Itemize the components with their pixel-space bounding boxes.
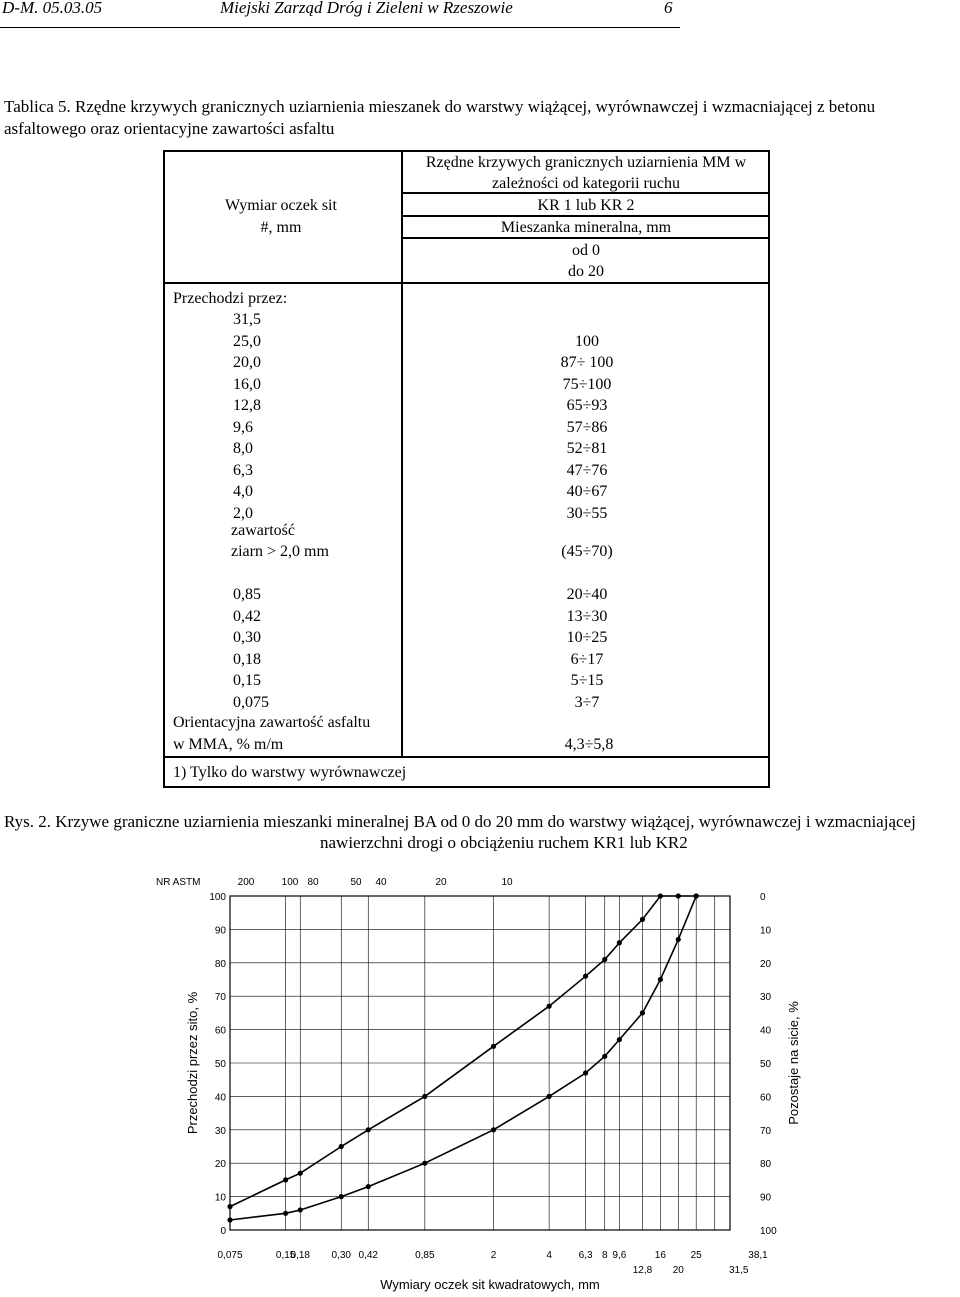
data-point-upper [227,1204,232,1209]
asphalt-label-line1: Orientacyjna zawartość asfaltu [173,714,371,731]
y-left-tick-label: 70 [214,992,226,1004]
data-point-lower [602,1054,607,1059]
content-value: (45÷70) [561,543,613,560]
sieve-size: 25,0 [233,332,261,350]
y-right-tick-label: 100 [760,1226,777,1237]
data-point-lower [640,1010,645,1015]
y-left-tick-label: 20 [214,1159,226,1171]
astm-tick-label: 100 [281,877,299,888]
data-point-lower [339,1194,344,1199]
y-left-tick-label: 40 [214,1092,226,1104]
header-page-number: 6 [664,0,673,17]
y-left-tick-label: 100 [209,892,226,903]
y-left-tick-label: 50 [214,1059,226,1070]
x-tick-label: 20 [672,1265,684,1276]
grading-value: 3÷7 [574,693,600,711]
y-left-tick-label: 0 [220,1226,226,1237]
sieve-size: 0,85 [233,586,261,603]
col1-header-line1: Wymiar oczek sit [225,197,337,214]
asphalt-label-line2: w MMA, % m/m [173,736,284,753]
data-point-upper [422,1094,427,1099]
y-right-tick-label: 90 [760,1192,772,1204]
table-footnote: 1) Tylko do warstwy wyrównawczej [173,764,407,781]
figure-caption-line2: nawierzchni drogi o obciążeniu ruchem KR1 lub KR2 [320,833,688,852]
y-right-tick-label: 50 [760,1059,772,1070]
y-right-tick-label: 10 [760,925,772,937]
x-tick-label: 9,6 [612,1250,627,1261]
data-point-upper [339,1144,344,1149]
data-point-upper [676,893,681,898]
chart-series [227,893,698,1222]
data-point-upper [694,893,699,898]
data-point-upper [658,893,663,898]
grading-value: 20÷40 [566,586,608,603]
data-point-lower [676,937,681,942]
y-left-tick-label: 60 [214,1025,226,1037]
sieve-size: 8,0 [233,440,253,457]
data-point-upper [583,974,588,979]
table-rule [401,215,770,217]
table-rule [165,282,770,284]
content-label-line1: zawartość [231,522,295,539]
grading-value: 10÷25 [566,629,608,646]
x-tick-label: 38,1 [748,1250,768,1261]
header-rule [0,27,680,28]
table-caption-line2: asfaltowego oraz orientacyjne zawartości asfaltu [4,119,335,138]
data-point-upper [366,1127,371,1132]
sieve-size: 0,18 [233,650,261,668]
sieve-size: 31,5 [233,311,261,328]
x-tick-label: 0,18 [290,1250,310,1261]
sieve-size: 0,075 [233,693,269,711]
x-axis-title: Wymiary oczek sit kwadratowych, mm [380,1277,600,1292]
sieve-size: 4,0 [233,483,253,500]
table-caption-line1: Tablica 5. Rzędne krzywych granicznych uziarnienia mieszanek do warstwy wiążącej, wyrównawczej i wzmacniającej z betonu [4,97,876,116]
astm-tick-label: 200 [237,877,255,888]
y-left-tick-label: 80 [214,958,226,970]
data-point-lower [227,1217,232,1222]
data-point-lower [422,1161,427,1166]
x-tick-label: 4 [546,1250,552,1261]
astm-tick-label: 20 [435,877,447,888]
y-axis-left-title: Przechodzi przez sito, % [185,991,200,1135]
data-point-lower [491,1127,496,1132]
sieve-size: 9,6 [233,418,253,436]
x-tick-label: 16 [654,1250,666,1261]
header-left: D-M. 05.03.05 [2,0,103,17]
data-point-upper [640,917,645,922]
data-point-lower [583,1070,588,1075]
table-col-divider [401,152,403,758]
data-point-lower [366,1184,371,1189]
x-tick-label: 6,3 [578,1250,593,1261]
range-line1: od 0 [572,242,600,259]
sieve-size: 0,42 [233,607,261,625]
grading-value: 47÷76 [566,461,608,479]
x-tick-label: 0,42 [358,1250,378,1261]
sieve-size: 2,0 [233,504,253,522]
range-line2: do 20 [568,263,604,280]
data-point-upper [491,1044,496,1049]
grading-value: 13÷30 [566,607,608,625]
y-right-tick-label: 20 [760,958,772,970]
y-right-tick-label: 60 [760,1092,772,1104]
y-left-tick-label: 10 [214,1192,226,1204]
x-tick-label: 12,8 [632,1265,653,1276]
sieve-size: 0,30 [233,629,261,646]
y-right-tick-label: 0 [760,892,766,903]
x-tick-label: 8 [601,1250,608,1261]
sieve-size: 6,3 [233,461,253,479]
data-point-lower [298,1207,303,1212]
x-tick-label: 0,15 [275,1250,296,1261]
table-rule [401,237,770,239]
asphalt-value: 4,3÷5,8 [564,736,614,753]
y-axis-right-title: Pozostaje na sicie, % [786,1001,801,1125]
grading-chart [150,868,810,1296]
grading-value: 57÷86 [566,418,608,436]
grading-value: 5÷15 [570,672,604,689]
data-point-upper [547,1004,552,1009]
astm-tick-label: 80 [307,877,319,888]
x-tick-label: 0,075 [217,1250,243,1261]
grading-value: 65÷93 [566,397,608,414]
sieve-size: 16,0 [233,375,261,393]
content-label-line2: ziarn > 2,0 mm [231,543,329,560]
figure-caption-line1: Rys. 2. Krzywe graniczne uziarnienia mieszanki mineralnej BA od 0 do 20 mm do warstwy wiążącej, wyrównawczej i wzmacniającej [4,812,916,831]
y-right-tick-label: 80 [760,1159,772,1171]
data-point-lower [617,1037,622,1042]
y-left-tick-label: 90 [214,925,226,937]
data-point-upper [298,1171,303,1176]
data-point-upper [602,957,607,962]
data-point-upper [283,1177,288,1182]
grading-value: 40÷67 [566,483,608,500]
grading-table [163,150,770,788]
data-point-lower [283,1211,288,1216]
col2-header-line1: Rzędne krzywych granicznych uziarnienia MM w [425,154,747,171]
x-tick-label: 25 [690,1250,702,1261]
passes-label: Przechodzi przez: [173,290,288,307]
x-tick-label: 31,5 [728,1265,749,1276]
data-point-upper [617,940,622,945]
col2-header-line2: zależności od kategorii ruchu [492,175,680,192]
grading-value: 52÷81 [566,440,608,457]
table-rule [165,756,770,758]
y-right-tick-label: 40 [760,1025,772,1037]
col1-header-line2: #, mm [260,219,302,236]
grading-value: 87÷ 100 [560,354,614,371]
y-right-tick-label: 70 [760,1125,772,1137]
mix-label: Mieszanka mineralna, mm [500,219,672,236]
header-center: Miejski Zarząd Dróg i Zieleni w Rzeszowie [220,0,513,17]
grading-value: 6÷17 [570,650,604,668]
y-right-tick-label: 30 [760,992,772,1004]
grading-value: 30÷55 [566,504,608,522]
data-point-lower [658,977,663,982]
sieve-size: 12,8 [233,397,261,414]
grading-value: 75÷100 [562,375,612,393]
astm-tick-label: 10 [501,877,513,888]
x-tick-label: 0,85 [415,1250,435,1261]
x-tick-label: 2 [490,1250,497,1261]
astm-tick-label: 50 [350,877,362,888]
sieve-size: 20,0 [233,354,261,371]
data-point-lower [547,1094,552,1099]
chart-grid [230,896,730,1230]
astm-label: NR ASTM [156,877,201,888]
sieve-size: 0,15 [233,672,261,689]
series-line-upper [230,896,696,1207]
y-left-tick-label: 30 [214,1125,226,1137]
astm-tick-label: 40 [375,877,387,888]
traffic-category: KR 1 lub KR 2 [537,197,635,214]
grading-value: 100 [575,332,599,350]
x-tick-label: 0,30 [331,1250,351,1261]
